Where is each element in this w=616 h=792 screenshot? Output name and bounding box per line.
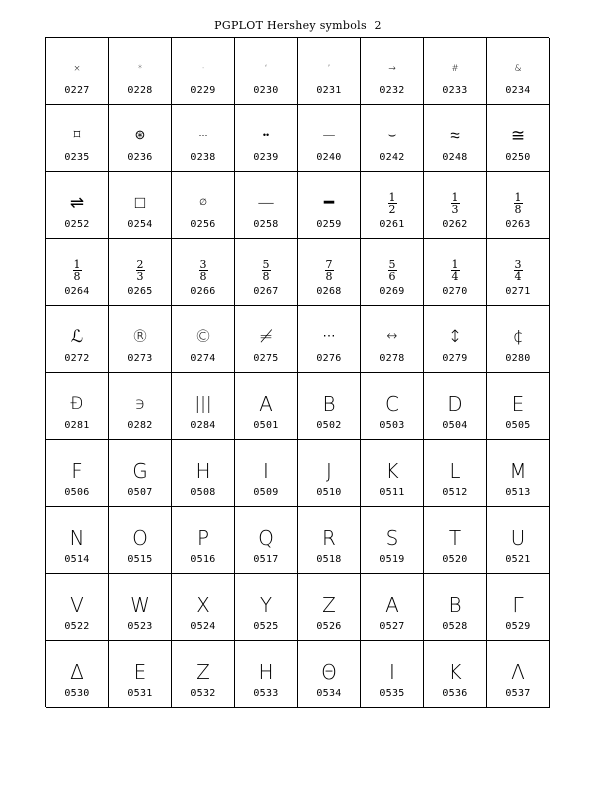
symbol-cell	[172, 38, 235, 105]
symbol-code: 0259	[316, 219, 342, 230]
fraction	[199, 259, 208, 282]
fraction-glyph	[109, 256, 171, 284]
fraction-numerator: 3	[199, 257, 207, 271]
symbol-glyph: ⌑	[73, 128, 81, 143]
fraction	[325, 259, 334, 282]
fraction-denominator: 4	[514, 269, 522, 283]
symbol-glyph: *	[137, 64, 143, 74]
symbol-code: 0248	[442, 152, 468, 163]
symbol-code: 0511	[379, 487, 405, 498]
symbol-glyph: N	[69, 526, 85, 550]
symbol-code: 0525	[253, 621, 279, 632]
symbol-cell	[361, 507, 424, 574]
fraction	[136, 259, 145, 282]
fraction-numerator: 2	[136, 257, 144, 271]
fraction-denominator: 6	[388, 269, 396, 283]
symbol-cell	[361, 574, 424, 641]
symbol-code: 0509	[253, 487, 279, 498]
symbol-cell	[424, 373, 487, 440]
symbol-code: 0527	[379, 621, 405, 632]
symbol-code: 0504	[442, 420, 468, 431]
symbol-cell	[235, 507, 298, 574]
symbol-cell	[235, 239, 298, 306]
symbol-cell	[172, 641, 235, 708]
symbol-code: 0505	[505, 420, 531, 431]
fraction-glyph	[235, 256, 297, 284]
fraction-glyph	[487, 256, 549, 284]
symbol-cell	[298, 306, 361, 373]
fraction-numerator: 1	[73, 257, 81, 271]
fraction-numerator: 5	[262, 257, 270, 271]
symbol-glyph: ⋯	[322, 329, 336, 344]
symbol-code: 0273	[127, 353, 153, 364]
symbol-cell	[487, 38, 550, 105]
fraction	[388, 192, 397, 215]
symbol-code: 0270	[442, 286, 468, 297]
symbol-cell	[487, 306, 550, 373]
symbol-code: 0523	[127, 621, 153, 632]
symbol-code: 0284	[190, 420, 216, 431]
symbol-glyph: L	[449, 459, 461, 483]
symbol-cell	[46, 172, 109, 239]
symbol-code: 0278	[379, 353, 405, 364]
symbol-code: 0533	[253, 688, 279, 699]
fraction-denominator: 3	[451, 202, 459, 216]
symbol-glyph: ⋯	[198, 131, 208, 141]
symbol-cell	[109, 38, 172, 105]
symbol-code: 0267	[253, 286, 279, 297]
symbol-cell	[172, 574, 235, 641]
symbol-cell	[172, 507, 235, 574]
symbol-code: 0526	[316, 621, 342, 632]
symbol-glyph: |||	[194, 394, 212, 414]
fraction-denominator: 3	[136, 269, 144, 283]
symbol-code: 0516	[190, 554, 216, 565]
symbol-code: 0281	[64, 420, 90, 431]
symbol-code: 0501	[253, 420, 279, 431]
symbol-code: 0508	[190, 487, 216, 498]
symbol-cell	[298, 373, 361, 440]
symbol-code: 0262	[442, 219, 468, 230]
symbol-cell	[298, 172, 361, 239]
symbol-cell	[361, 440, 424, 507]
symbol-glyph: Α	[385, 593, 399, 617]
symbol-glyph: I	[263, 459, 269, 483]
symbol-code: 0535	[379, 688, 405, 699]
symbol-cell	[487, 373, 550, 440]
symbol-glyph: J	[326, 459, 332, 483]
symbol-code: 0265	[127, 286, 153, 297]
symbol-cell	[361, 306, 424, 373]
fraction-numerator: 1	[514, 190, 522, 204]
symbol-cell	[298, 440, 361, 507]
symbol-glyph: &	[514, 64, 522, 74]
symbol-glyph: ’	[327, 64, 331, 74]
symbol-glyph: ϶	[134, 394, 146, 414]
symbol-cell	[46, 38, 109, 105]
symbol-cell	[172, 239, 235, 306]
fraction-numerator: 1	[451, 190, 459, 204]
symbol-glyph: X	[196, 593, 210, 617]
symbol-code: 0517	[253, 554, 279, 565]
symbol-glyph: ≅	[510, 126, 526, 146]
symbol-code: 0503	[379, 420, 405, 431]
symbol-glyph: Θ	[321, 660, 337, 684]
fraction	[73, 259, 82, 282]
fraction-numerator: 3	[514, 257, 522, 271]
fraction-denominator: 8	[262, 269, 270, 283]
symbol-glyph: C	[385, 392, 399, 416]
symbol-cell	[298, 38, 361, 105]
symbol-code: 0256	[190, 219, 216, 230]
symbol-glyph: Γ	[512, 593, 524, 617]
symbol-code: 0512	[442, 487, 468, 498]
fraction	[262, 259, 271, 282]
symbol-cell	[235, 440, 298, 507]
symbol-cell	[172, 306, 235, 373]
symbol-code: 0513	[505, 487, 531, 498]
symbol-cell	[487, 641, 550, 708]
symbol-code: 0536	[442, 688, 468, 699]
symbol-glyph: M	[509, 459, 527, 483]
symbol-cell	[46, 507, 109, 574]
symbol-code: 0269	[379, 286, 405, 297]
symbol-cell	[235, 38, 298, 105]
symbol-code: 0272	[64, 353, 90, 364]
symbol-cell	[235, 373, 298, 440]
fraction-denominator: 8	[73, 269, 81, 283]
symbol-code: 0228	[127, 85, 153, 96]
symbol-code: 0261	[379, 219, 405, 230]
fraction-glyph	[298, 256, 360, 284]
symbol-glyph: P	[196, 526, 210, 550]
symbol-cell	[46, 239, 109, 306]
symbol-code: 0227	[64, 85, 90, 96]
symbol-cell	[46, 440, 109, 507]
symbol-glyph: W	[130, 593, 150, 617]
symbol-code: 0264	[64, 286, 90, 297]
symbol-cell	[172, 105, 235, 172]
symbol-glyph: ©	[194, 327, 212, 347]
symbol-code: 0239	[253, 152, 279, 163]
symbol-glyph: ¢	[512, 327, 524, 347]
symbol-cell	[424, 172, 487, 239]
symbol-glyph: Ι	[389, 660, 395, 684]
symbol-code: 0531	[127, 688, 153, 699]
symbol-cell	[487, 440, 550, 507]
symbol-glyph: D	[447, 392, 463, 416]
symbol-code: 0502	[316, 420, 342, 431]
symbol-code: 0514	[64, 554, 90, 565]
symbol-glyph: K	[385, 459, 399, 483]
symbol-glyph: T	[448, 526, 462, 550]
symbol-cell	[361, 373, 424, 440]
fraction-denominator: 8	[325, 269, 333, 283]
symbol-cell	[46, 105, 109, 172]
symbol-glyph: Ε	[133, 660, 147, 684]
symbol-code: 0231	[316, 85, 342, 96]
symbol-cell	[361, 38, 424, 105]
symbol-cell	[172, 172, 235, 239]
symbol-glyph: F	[71, 459, 83, 483]
symbol-code: 0534	[316, 688, 342, 699]
symbol-cell	[487, 105, 550, 172]
symbol-code: 0530	[64, 688, 90, 699]
symbol-glyph: ⊛	[134, 128, 146, 143]
symbol-code: 0232	[379, 85, 405, 96]
symbol-code: 0506	[64, 487, 90, 498]
fraction-glyph	[361, 256, 423, 284]
symbol-glyph: ⇌	[69, 193, 85, 213]
symbol-glyph: ×	[73, 64, 81, 74]
symbol-cell	[109, 373, 172, 440]
symbol-code: 0252	[64, 219, 90, 230]
fraction-denominator: 8	[514, 202, 522, 216]
symbol-glyph: Ζ	[196, 660, 210, 684]
fraction	[451, 192, 460, 215]
symbol-glyph: ∅	[199, 198, 207, 208]
symbol-cell	[361, 105, 424, 172]
symbol-code: 0529	[505, 621, 531, 632]
symbol-code: 0528	[442, 621, 468, 632]
symbol-code: 0519	[379, 554, 405, 565]
symbol-code: 0242	[379, 152, 405, 163]
symbol-glyph: ⌣	[387, 128, 397, 143]
fraction-numerator: 1	[451, 257, 459, 271]
symbol-code: 0258	[253, 219, 279, 230]
symbol-cell	[235, 306, 298, 373]
symbol-glyph: S	[385, 526, 399, 550]
symbol-cell	[424, 507, 487, 574]
fraction-denominator: 4	[451, 269, 459, 283]
symbol-cell	[424, 574, 487, 641]
fraction-numerator: 1	[388, 190, 396, 204]
fraction-glyph	[172, 256, 234, 284]
symbol-code: 0521	[505, 554, 531, 565]
symbol-glyph: Β	[448, 593, 462, 617]
fraction-numerator: 5	[388, 257, 396, 271]
symbol-glyph: ≈	[450, 126, 460, 146]
symbol-glyph: ®	[131, 327, 149, 347]
fraction-glyph	[424, 189, 486, 217]
symbol-glyph: ℒ	[70, 327, 84, 347]
fraction	[514, 192, 523, 215]
symbol-cell	[109, 172, 172, 239]
symbol-cell	[361, 239, 424, 306]
symbol-cell	[487, 574, 550, 641]
symbol-glyph: ↕	[447, 327, 463, 347]
fraction-denominator: 2	[388, 202, 396, 216]
fraction-glyph	[487, 189, 549, 217]
symbol-cell	[109, 306, 172, 373]
symbol-cell	[424, 306, 487, 373]
fraction-numerator: 7	[325, 257, 333, 271]
symbol-glyph: R	[322, 526, 336, 550]
symbol-glyph: ·	[201, 64, 205, 74]
symbol-code: 0229	[190, 85, 216, 96]
symbol-cell	[109, 440, 172, 507]
symbol-code: 0275	[253, 353, 279, 364]
symbol-code: 0263	[505, 219, 531, 230]
symbol-cell	[235, 105, 298, 172]
fraction-denominator: 8	[199, 269, 207, 283]
symbol-cell	[172, 440, 235, 507]
symbol-glyph: U	[510, 526, 526, 550]
symbol-code: 0537	[505, 688, 531, 699]
symbol-cell	[424, 641, 487, 708]
symbol-glyph: □	[134, 193, 146, 213]
symbol-cell	[46, 641, 109, 708]
symbol-cell	[109, 574, 172, 641]
symbol-glyph: Q	[258, 526, 274, 550]
symbol-code: 0230	[253, 85, 279, 96]
symbol-glyph: Y	[259, 593, 273, 617]
symbol-glyph: ↔	[386, 329, 398, 344]
symbol-glyph: G	[132, 459, 148, 483]
symbol-code: 0276	[316, 353, 342, 364]
symbol-cell	[235, 172, 298, 239]
symbol-cell	[298, 105, 361, 172]
symbol-code: 0233	[442, 85, 468, 96]
symbol-code: 0268	[316, 286, 342, 297]
symbol-cell	[424, 105, 487, 172]
symbol-glyph: B	[322, 392, 336, 416]
symbol-cell	[424, 38, 487, 105]
symbol-glyph: Η	[258, 660, 274, 684]
symbol-cell	[172, 373, 235, 440]
symbol-cell	[46, 574, 109, 641]
symbol-cell	[46, 306, 109, 373]
symbol-glyph: #	[451, 64, 459, 74]
symbol-code: 0250	[505, 152, 531, 163]
symbol-glyph: —	[322, 128, 336, 143]
symbol-cell	[109, 105, 172, 172]
symbol-code: 0518	[316, 554, 342, 565]
symbol-code: 0282	[127, 420, 153, 431]
symbol-code: 0234	[505, 85, 531, 96]
symbol-code: 0271	[505, 286, 531, 297]
symbol-cell	[361, 641, 424, 708]
symbol-glyph: Δ	[70, 660, 84, 684]
symbol-code: 0532	[190, 688, 216, 699]
symbol-code: 0510	[316, 487, 342, 498]
symbol-code: 0236	[127, 152, 153, 163]
symbol-cell	[487, 239, 550, 306]
symbol-code: 0240	[316, 152, 342, 163]
symbol-cell	[109, 239, 172, 306]
symbol-glyph: H	[195, 459, 211, 483]
symbol-code: 0235	[64, 152, 90, 163]
symbol-cell	[109, 641, 172, 708]
symbol-cell	[424, 239, 487, 306]
symbol-glyph: Κ	[448, 660, 462, 684]
symbol-code: 0524	[190, 621, 216, 632]
symbol-code: 0507	[127, 487, 153, 498]
fraction	[514, 259, 523, 282]
symbol-glyph: ••	[262, 131, 270, 141]
symbol-glyph: O	[132, 526, 148, 550]
symbol-cell	[46, 373, 109, 440]
page-title: PGPLOT Hershey symbols 2	[214, 19, 382, 32]
symbol-code: 0522	[64, 621, 90, 632]
symbol-cell	[298, 574, 361, 641]
fraction-glyph	[361, 189, 423, 217]
symbol-glyph: ≠	[258, 327, 274, 347]
symbol-cell	[235, 641, 298, 708]
symbol-code: 0266	[190, 286, 216, 297]
fraction	[451, 259, 460, 282]
symbol-cell	[109, 507, 172, 574]
symbol-glyph: Λ	[511, 660, 525, 684]
symbol-glyph: E	[511, 392, 525, 416]
symbol-cell	[487, 172, 550, 239]
symbol-code: 0254	[127, 219, 153, 230]
fraction-glyph	[46, 256, 108, 284]
symbol-glyph: A	[259, 392, 273, 416]
symbol-glyph: ━	[323, 193, 335, 213]
symbol-cell	[298, 507, 361, 574]
symbol-code: 0280	[505, 353, 531, 364]
symbol-cell	[298, 239, 361, 306]
symbol-cell	[487, 507, 550, 574]
symbol-glyph: V	[70, 593, 84, 617]
symbol-glyph: ‘	[264, 64, 268, 74]
fraction-glyph	[424, 256, 486, 284]
symbol-cell	[361, 172, 424, 239]
symbol-glyph: Z	[322, 593, 336, 617]
symbol-cell	[424, 440, 487, 507]
symbol-glyph: —	[257, 193, 275, 213]
symbol-glyph: →	[388, 64, 396, 74]
fraction	[388, 259, 397, 282]
symbol-cell	[235, 574, 298, 641]
symbol-glyph: Ɖ	[70, 394, 84, 414]
symbol-code: 0279	[442, 353, 468, 364]
symbol-code: 0274	[190, 353, 216, 364]
symbol-code: 0238	[190, 152, 216, 163]
symbol-code: 0520	[442, 554, 468, 565]
symbol-table	[45, 37, 549, 707]
symbol-cell	[298, 641, 361, 708]
symbol-code: 0515	[127, 554, 153, 565]
